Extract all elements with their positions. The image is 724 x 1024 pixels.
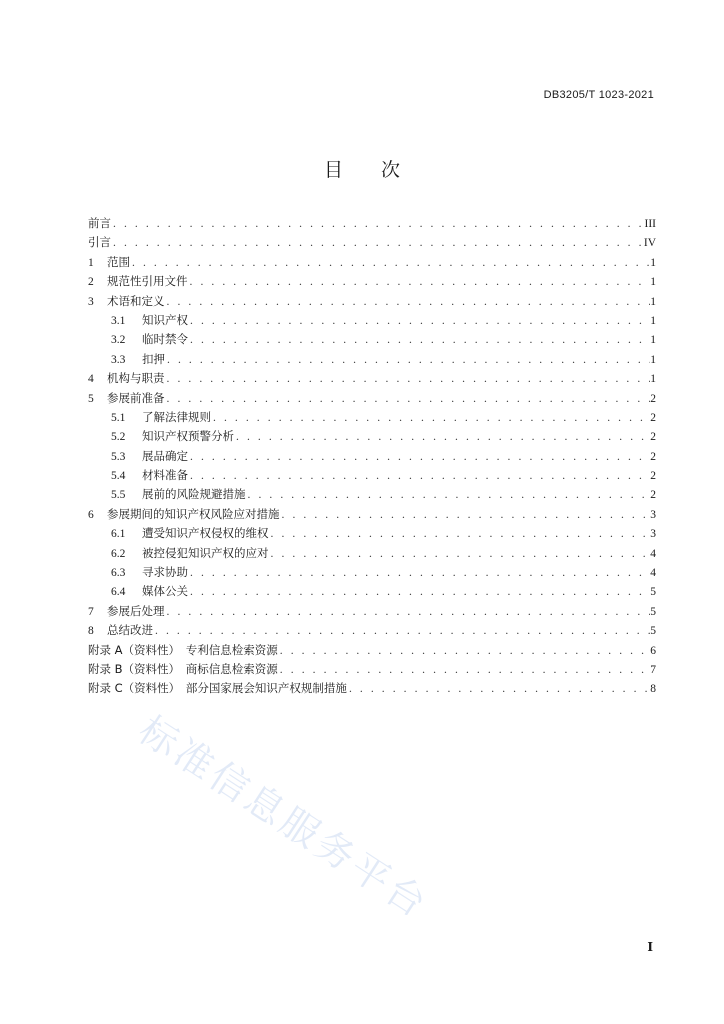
toc-entry[interactable] (88, 602, 656, 621)
toc-dot-leader (153, 622, 650, 641)
toc-entry[interactable] (88, 311, 656, 330)
toc-entry-label: 规范性引用文件 (107, 274, 188, 289)
toc-dot-leader (188, 273, 651, 292)
toc-entry-label: 引言 (88, 235, 111, 250)
toc-entry[interactable] (88, 621, 656, 640)
toc-dot-leader (165, 293, 651, 312)
toc-entry-page: 1 (650, 295, 656, 308)
toc-entry-page: 4 (650, 547, 656, 560)
toc-entry-page: 5 (650, 605, 656, 618)
toc-entry-number: 3.2 (111, 334, 126, 347)
toc-entry-label: 材料准备 (142, 468, 188, 483)
toc-dot-leader (188, 331, 650, 350)
toc-entry-page: 1 (650, 314, 656, 327)
toc-entry-number: 8 (88, 625, 94, 638)
toc-entry-label: 范围 (107, 254, 130, 269)
toc-entry-label: 了解法律规则 (142, 409, 211, 424)
toc-entry-label: 遭受知识产权侵权的维权 (142, 526, 269, 541)
toc-entry-label: 媒体公关 (142, 584, 188, 599)
toc-entry[interactable] (88, 369, 656, 388)
toc-entry-label: 附录 C（资料性） 部分国家展会知识产权规制措施 (88, 681, 347, 696)
toc-entry[interactable] (88, 466, 656, 485)
toc-dot-leader (269, 525, 651, 544)
toc-entry-number: 6.4 (111, 586, 126, 599)
toc-entry-page: 5 (650, 625, 656, 638)
document-code: DB3205/T 1023-2021 (543, 89, 654, 101)
toc-entry-label: 展品确定 (142, 448, 188, 463)
toc-entry-page: 1 (650, 334, 656, 347)
toc-dot-leader (188, 583, 650, 602)
toc-entry[interactable] (88, 408, 656, 427)
toc-entry-label: 机构与职责 (107, 371, 165, 386)
toc-entry-number: 5.3 (111, 450, 126, 463)
toc-entry-label: 参展前准备 (107, 390, 165, 405)
toc-entry-label: 被控侵犯知识产权的应对 (142, 545, 269, 560)
toc-entry[interactable] (88, 214, 656, 233)
toc-entry[interactable] (88, 485, 656, 504)
toc-dot-leader (234, 428, 650, 447)
toc-entry-label: 附录 B（资料性） 商标信息检索资源 (88, 661, 278, 676)
toc-dot-leader (165, 390, 651, 409)
toc-entry-number: 5.4 (111, 470, 126, 483)
toc-entry-number: 3 (88, 295, 94, 308)
page-number: I (647, 940, 653, 954)
toc-entry[interactable] (88, 233, 656, 252)
toc-entry-label: 参展期间的知识产权风险应对措施 (107, 506, 280, 521)
toc-entry-number: 4 (88, 373, 94, 386)
toc-entry-page: 2 (650, 392, 656, 405)
toc-entry-page: 7 (650, 663, 656, 676)
toc-entry-number: 5.1 (111, 411, 126, 424)
toc-entry[interactable] (88, 350, 656, 369)
toc-entry-page: 4 (650, 567, 656, 580)
toc-entry[interactable] (88, 582, 656, 601)
toc-entry[interactable] (88, 679, 656, 698)
toc-entry[interactable] (88, 563, 656, 582)
toc-entry-number: 7 (88, 605, 94, 618)
toc-dot-leader (211, 409, 650, 428)
toc-entry-label: 术语和定义 (107, 293, 165, 308)
toc-entry-number: 6 (88, 508, 94, 521)
toc-dot-leader (278, 642, 650, 661)
toc-dot-leader (165, 603, 651, 622)
toc-entry[interactable] (88, 272, 656, 291)
toc-entry-page: 2 (650, 470, 656, 483)
table-of-contents (88, 214, 656, 699)
toc-dot-leader (188, 312, 650, 331)
toc-entry-page: 5 (650, 586, 656, 599)
toc-dot-leader (246, 486, 651, 505)
toc-entry-number: 3.3 (111, 353, 126, 366)
toc-entry[interactable] (88, 505, 656, 524)
toc-entry[interactable] (88, 253, 656, 272)
toc-entry-label: 知识产权预警分析 (142, 429, 234, 444)
toc-entry[interactable] (88, 292, 656, 311)
toc-entry-number: 5.2 (111, 431, 126, 444)
toc-entry-number: 6.3 (111, 567, 126, 580)
toc-dot-leader (188, 467, 650, 486)
toc-entry-page: IV (643, 237, 656, 250)
toc-entry[interactable] (88, 544, 656, 563)
toc-entry[interactable] (88, 660, 656, 679)
toc-dot-leader (165, 351, 650, 370)
toc-dot-leader (188, 448, 650, 467)
toc-entry-page: III (644, 218, 656, 230)
toc-entry-page: 1 (650, 353, 656, 366)
toc-dot-leader (269, 545, 651, 564)
toc-dot-leader (347, 680, 650, 699)
page-title: 目 次 (323, 159, 400, 181)
toc-entry-number: 6.2 (111, 547, 126, 560)
toc-entry-label: 展前的风险规避措施 (142, 487, 246, 502)
toc-dot-leader (278, 661, 650, 680)
toc-entry-label: 寻求协助 (142, 565, 188, 580)
toc-entry-number: 2 (88, 276, 94, 289)
toc-entry-number: 6.1 (111, 528, 126, 541)
toc-dot-leader (188, 564, 650, 583)
toc-entry[interactable] (88, 524, 656, 543)
toc-entry-page: 2 (650, 411, 656, 424)
toc-entry-page: 8 (650, 683, 656, 696)
toc-entry-number: 1 (88, 256, 94, 269)
toc-entry-page: 1 (650, 276, 656, 289)
watermark: 标准信息服务平台 (131, 707, 437, 928)
toc-entry-label: 知识产权 (142, 312, 188, 327)
toc-entry-label: 前言 (88, 216, 111, 230)
toc-entry-label: 总结改进 (107, 623, 153, 638)
toc-entry-page: 3 (650, 508, 656, 521)
toc-dot-leader (111, 215, 645, 234)
toc-entry-page: 6 (650, 644, 656, 657)
toc-entry-page: 1 (650, 256, 656, 269)
toc-entry-page: 2 (650, 431, 656, 444)
toc-entry-number: 3.1 (111, 314, 126, 327)
toc-entry-number: 5 (88, 392, 94, 405)
toc-dot-leader (130, 254, 650, 273)
toc-entry[interactable] (88, 389, 656, 408)
toc-dot-leader (280, 506, 651, 525)
toc-dot-leader (165, 370, 651, 389)
toc-entry[interactable] (88, 330, 656, 349)
toc-entry-page: 1 (650, 373, 656, 386)
toc-entry-page: 2 (650, 489, 656, 502)
toc-entry-label: 参展后处理 (107, 603, 165, 618)
toc-entry-label: 附录 A（资料性） 专利信息检索资源 (88, 642, 278, 657)
toc-entry-number: 5.5 (111, 489, 126, 502)
toc-dot-leader (111, 234, 644, 253)
toc-entry[interactable] (88, 641, 656, 660)
toc-entry[interactable] (88, 427, 656, 446)
toc-entry-label: 扣押 (142, 351, 165, 366)
toc-entry-label: 临时禁令 (142, 332, 188, 347)
toc-entry[interactable] (88, 447, 656, 466)
toc-entry-page: 2 (650, 450, 656, 463)
toc-entry-page: 3 (650, 528, 656, 541)
